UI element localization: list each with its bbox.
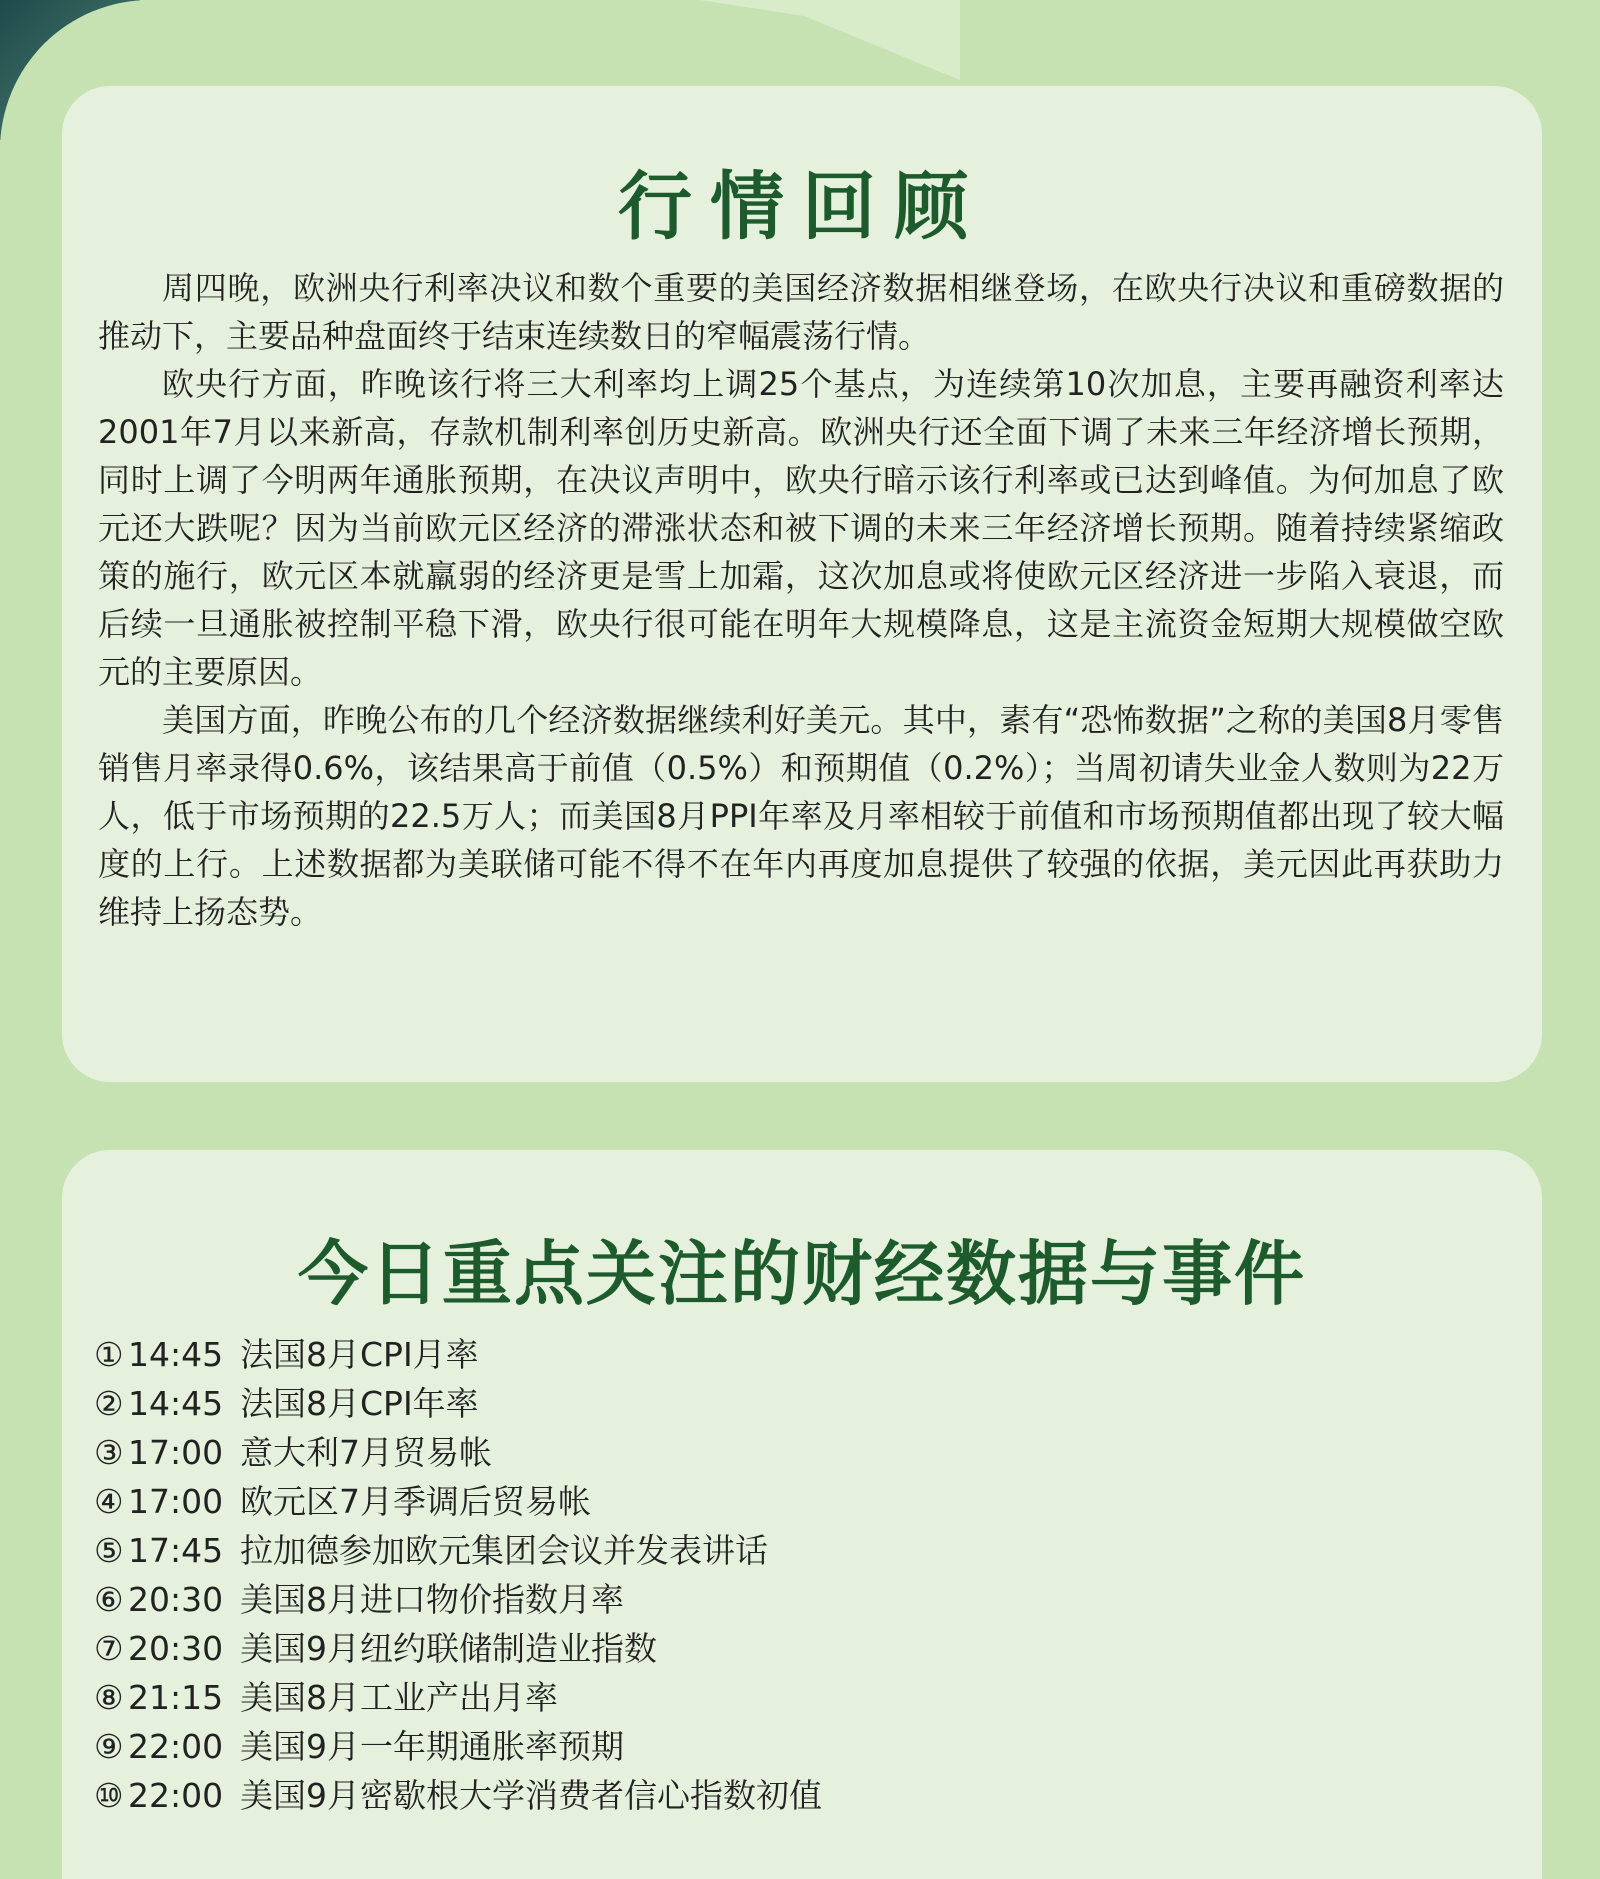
event-time: 17:00 <box>128 1482 224 1521</box>
key-events-title: 今日重点关注的财经数据与事件 <box>298 1233 1306 1315</box>
event-list <box>94 1330 822 1820</box>
event-number: ④ <box>94 1482 124 1521</box>
market-review-card <box>62 86 1542 1082</box>
key-events-card <box>62 1150 1542 1879</box>
event-number: ② <box>94 1384 124 1423</box>
event-text: 法国8月CPI月率 <box>240 1335 479 1374</box>
review-paragraph: 周四晚，欧洲央行利率决议和数个重要的美国经济数据相继登场，在欧央行决议和重磅数据的推动下，主要品种盘面终于结束连续数日的窄幅震荡行情。 <box>98 269 1504 355</box>
event-number: ⑦ <box>94 1629 124 1668</box>
event-time: 20:30 <box>128 1580 224 1619</box>
list-item <box>94 1771 822 1820</box>
list-item <box>94 1330 822 1379</box>
event-time: 14:45 <box>128 1384 224 1423</box>
list-item <box>94 1428 822 1477</box>
event-text: 意大利7月贸易帐 <box>240 1433 492 1472</box>
event-time: 20:30 <box>128 1629 224 1668</box>
event-time: 14:45 <box>128 1335 224 1374</box>
list-item <box>94 1624 822 1673</box>
review-paragraph: 欧央行方面，昨晚该行将三大利率均上调25个基点，为连续第10次加息，主要再融资利率达2001年7月以来新高，存款机制利率创历史新高。欧洲央行还全面下调了未来三年经济增长预期，同时上调了今明两年通胀预期，在决议声明中，欧央行暗示该行利率或已达到峰值。为何加息了欧元还大跌呢？因为当前欧元区经济的滞涨状态和被下调的未来三年经济增长预期。随着持续紧缩政策的施行，欧元区本就羸弱的经济更是雪上加霜，这次加息或将使欧元区经济进一步陷入衰退，而后续一旦通胀被控制平稳下滑，欧央行很可能在明年大规模降息，这是主流资金短期大规模做空欧元的主要原因。 <box>98 365 1504 691</box>
event-text: 美国8月进口物价指数月率 <box>240 1580 624 1619</box>
event-number: ③ <box>94 1433 124 1472</box>
event-number: ⑩ <box>94 1776 124 1815</box>
event-time: 17:45 <box>128 1531 224 1570</box>
event-number: ① <box>94 1335 124 1374</box>
event-number: ⑥ <box>94 1580 124 1619</box>
event-time: 17:00 <box>128 1433 224 1472</box>
review-paragraph: 美国方面，昨晚公布的几个经济数据继续利好美元。其中，素有“恐怖数据”之称的美国8月零售销售月率录得0.6%，该结果高于前值（0.5%）和预期值（0.2%）；当周初请失业金人数则为22万人，低于市场预期的22.5万人；而美国8月PPI年率及月率相较于前值和市场预期值都出现了较大幅度的上行。上述数据都为美联储可能不得不在年内再度加息提供了较强的依据，美元因此再获助力维持上扬态势。 <box>98 701 1504 931</box>
market-review-title: 行情回顾 <box>618 164 986 250</box>
event-text: 美国8月工业产出月率 <box>240 1678 558 1717</box>
event-time: 22:00 <box>128 1776 224 1815</box>
list-item <box>94 1526 822 1575</box>
event-number: ⑤ <box>94 1531 124 1570</box>
event-time: 21:15 <box>128 1678 224 1717</box>
market-review-body <box>98 264 1504 936</box>
list-item <box>94 1575 822 1624</box>
list-item <box>94 1673 822 1722</box>
event-number: ⑧ <box>94 1678 124 1717</box>
event-text: 法国8月CPI年率 <box>240 1384 479 1423</box>
list-item <box>94 1477 822 1526</box>
event-text: 美国9月一年期通胀率预期 <box>240 1727 624 1766</box>
event-text: 美国9月密歇根大学消费者信心指数初值 <box>240 1776 822 1815</box>
event-time: 22:00 <box>128 1727 224 1766</box>
event-text: 美国9月纽约联储制造业指数 <box>240 1629 657 1668</box>
list-item <box>94 1722 822 1771</box>
list-item <box>94 1379 822 1428</box>
event-number: ⑨ <box>94 1727 124 1766</box>
event-text: 欧元区7月季调后贸易帐 <box>240 1482 591 1521</box>
event-text: 拉加德参加欧元集团会议并发表讲话 <box>240 1531 768 1570</box>
